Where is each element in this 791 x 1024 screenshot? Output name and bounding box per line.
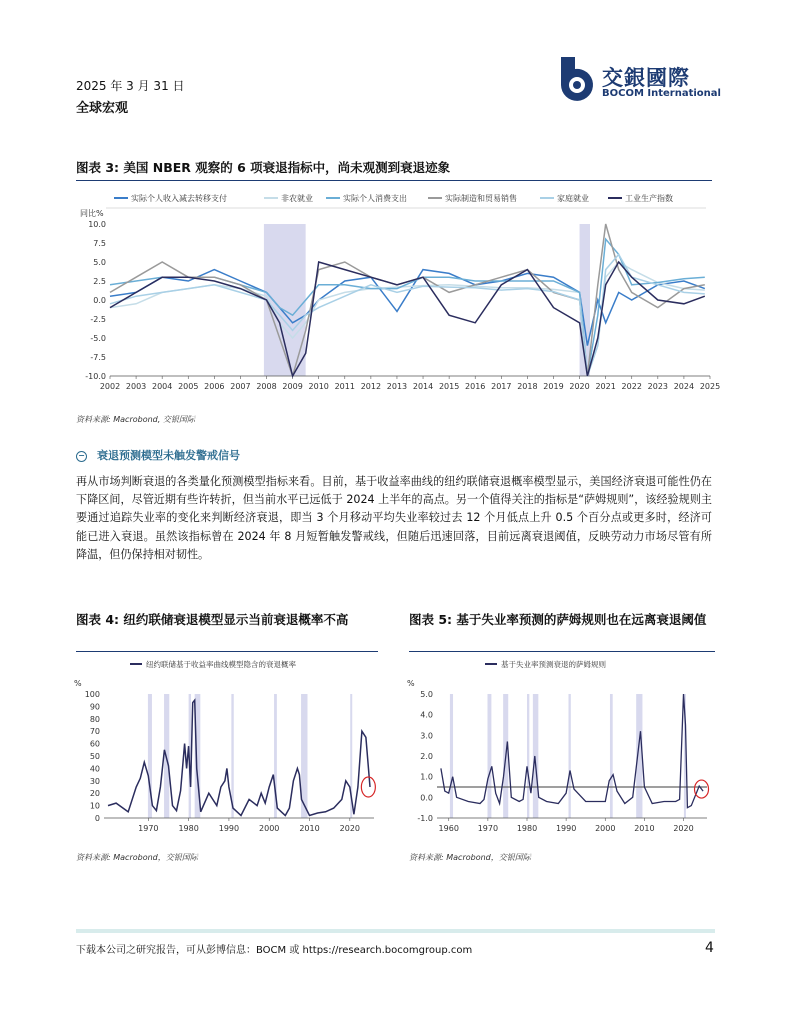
series-line <box>108 700 370 815</box>
x-tick-label: 2010 <box>308 382 329 391</box>
x-tick-label: 2000 <box>259 824 280 833</box>
subhead-text: 衰退预测模型未触发警戒信号 <box>97 449 240 462</box>
footer-bar <box>76 929 715 933</box>
legend-label: 家庭就业 <box>557 194 589 203</box>
x-tick-label: 2006 <box>204 382 225 391</box>
logo-english: BOCOM International <box>602 88 721 99</box>
figure5-source: 资料来源: Macrobond，交银国际 <box>409 853 531 862</box>
y-tick-label: 4.0 <box>420 710 433 720</box>
series-line <box>441 694 703 808</box>
figure3-rule <box>76 180 712 181</box>
x-tick-label: 2010 <box>299 824 320 833</box>
x-tick-label: 1970 <box>477 824 499 833</box>
y-axis-label: 同比% <box>80 209 104 218</box>
figure3-source: 资料来源: Macrobond, 交银国际 <box>76 415 195 424</box>
y-tick-label: 10.0 <box>88 220 106 229</box>
figure5-chart <box>409 654 715 844</box>
recession-band <box>533 694 538 818</box>
x-tick-label: 2004 <box>151 382 173 391</box>
highlight-circle <box>361 777 375 797</box>
y-tick-label: 10 <box>89 801 100 811</box>
legend-label: 实际个人消费支出 <box>343 194 407 203</box>
y-axis-label: % <box>74 679 82 688</box>
y-tick-label: 3.0 <box>420 731 433 741</box>
circle-minus-icon: − <box>76 451 87 462</box>
series-line <box>110 262 705 376</box>
bocom-logo-icon <box>553 55 597 105</box>
figure4-chart <box>76 654 380 844</box>
report-date: 2025 年 3 月 31 日 <box>76 79 185 93</box>
y-tick-label: 2.0 <box>420 752 433 761</box>
y-tick-label: 20 <box>89 789 100 799</box>
x-tick-label: 2011 <box>334 382 355 391</box>
y-tick-label: -10.0 <box>85 372 106 381</box>
y-tick-label: 0 <box>94 814 100 823</box>
x-tick-label: 2020 <box>673 824 694 833</box>
x-tick-label: 2019 <box>543 382 564 391</box>
x-tick-label: 2015 <box>438 382 460 391</box>
series-line <box>110 254 705 376</box>
x-tick-label: 2000 <box>595 824 616 833</box>
x-tick-label: 2003 <box>125 382 147 391</box>
x-tick-label: 2002 <box>99 382 121 391</box>
x-tick-label: 2009 <box>282 382 303 391</box>
legend-label: 工业生产指数 <box>625 194 673 203</box>
figure5-rule <box>409 651 715 652</box>
x-tick-label: 1960 <box>438 824 459 833</box>
recession-band <box>487 694 491 818</box>
y-tick-label: 0.0 <box>93 296 106 305</box>
x-tick-label: 2023 <box>647 382 669 391</box>
y-tick-label: 60 <box>89 739 100 749</box>
page-number: 4 <box>705 940 714 956</box>
legend-label: 实际个人收入减去转移支付 <box>131 194 227 203</box>
figure3-title: 图表 3: 美国 NBER 观察的 6 项衰退指标中，尚未观测到衰退迹象 <box>76 160 451 175</box>
y-tick-label: 1.0 <box>420 772 433 782</box>
x-tick-label: 2010 <box>634 824 655 833</box>
y-tick-label: 100 <box>84 690 100 699</box>
figure4-source: 资料来源: Macrobond，交银国际 <box>76 853 198 862</box>
recession-band <box>610 694 613 818</box>
x-tick-label: 2012 <box>360 382 382 391</box>
y-tick-label: 30 <box>89 776 100 786</box>
y-tick-label: 40 <box>89 764 100 774</box>
x-tick-label: 2024 <box>673 382 695 391</box>
legend-label: 实际制造和贸易销售 <box>445 194 517 203</box>
y-tick-label: -1.0 <box>417 814 433 823</box>
x-tick-label: 2021 <box>595 382 616 391</box>
y-tick-label: 5.0 <box>420 690 433 699</box>
figure3-chart <box>76 184 721 406</box>
y-tick-label: -5.0 <box>90 334 106 343</box>
x-tick-label: 2017 <box>491 382 512 391</box>
body-paragraph: 再从市场判断衰退的各类量化预测模型指标来看。目前，基于收益率曲线的纽约联储衰退概率模型显示，美国经济衰退可能性仍在下降区间，尽管近期有些许转折，但当前水平已远低于 2024 上半年的高点。另一个值得关注的指标是“萨姆规则”，该经验规则主要通过追踪失业率的变化来判断经济衰退，即当 3 个月移动平均失业率较过去 12 个月低点上升 0.5 个百分点或更多时，经济可能已进入衰退。虽然该指标曾在 2024 年 8 月短暂触发警戒线，但随后迅速回落，目前远离衰退阈值，反映劳动力市场尽管有所降温，但仍保持相对韧性。 <box>76 475 712 561</box>
legend-label: 基于失业率预测衰退的萨姆规则 <box>501 660 606 669</box>
x-tick-label: 2008 <box>256 382 277 391</box>
legend-label: 非农就业 <box>281 194 313 203</box>
x-tick-label: 2020 <box>569 382 590 391</box>
y-axis-label: % <box>407 679 415 688</box>
x-tick-label: 2018 <box>517 382 538 391</box>
y-tick-label: -7.5 <box>90 353 106 362</box>
footer-text: 下载本公司之研究报告，可从彭博信息：BOCM 或 https://research.bocomgroup.com <box>76 945 473 956</box>
x-tick-label: 2020 <box>339 824 361 833</box>
y-tick-label: 2.5 <box>93 277 106 286</box>
x-tick-label: 1980 <box>516 824 538 833</box>
y-tick-label: 70 <box>89 727 100 737</box>
logo-chinese: 交銀國際 <box>602 66 690 90</box>
x-tick-label: 2007 <box>230 382 251 391</box>
x-tick-label: 2022 <box>621 382 642 391</box>
y-tick-label: 7.5 <box>93 239 106 248</box>
x-tick-label: 1970 <box>138 824 159 833</box>
y-tick-label: 80 <box>89 714 100 724</box>
x-tick-label: 2016 <box>465 382 486 391</box>
x-tick-label: 2013 <box>386 382 408 391</box>
figure4-title: 图表 4: 纽约联储衰退模型显示当前衰退概率不高 <box>76 612 349 627</box>
recession-band <box>527 694 529 818</box>
y-tick-label: 5.0 <box>93 258 106 267</box>
x-tick-label: 2005 <box>178 382 199 391</box>
section-title: 全球宏观 <box>76 101 129 116</box>
x-tick-label: 2014 <box>412 382 434 391</box>
subhead <box>76 447 240 463</box>
recession-band <box>568 694 570 818</box>
y-tick-label: 50 <box>89 752 100 761</box>
y-tick-label: 90 <box>89 702 100 712</box>
x-tick-label: 1990 <box>555 824 577 833</box>
recession-band <box>450 694 453 818</box>
x-tick-label: 1990 <box>218 824 240 833</box>
x-tick-label: 1980 <box>178 824 199 833</box>
figure5-title: 图表 5: 基于失业率预测的萨姆规则也在远离衰退阈值 <box>409 612 707 627</box>
x-tick-label: 2025 <box>699 382 721 391</box>
figure4-rule <box>76 651 378 652</box>
legend-label: 纽约联储基于收益率曲线模型隐含的衰退概率 <box>146 660 296 669</box>
y-tick-label: 0.0 <box>420 793 433 803</box>
y-tick-label: -2.5 <box>90 315 106 324</box>
